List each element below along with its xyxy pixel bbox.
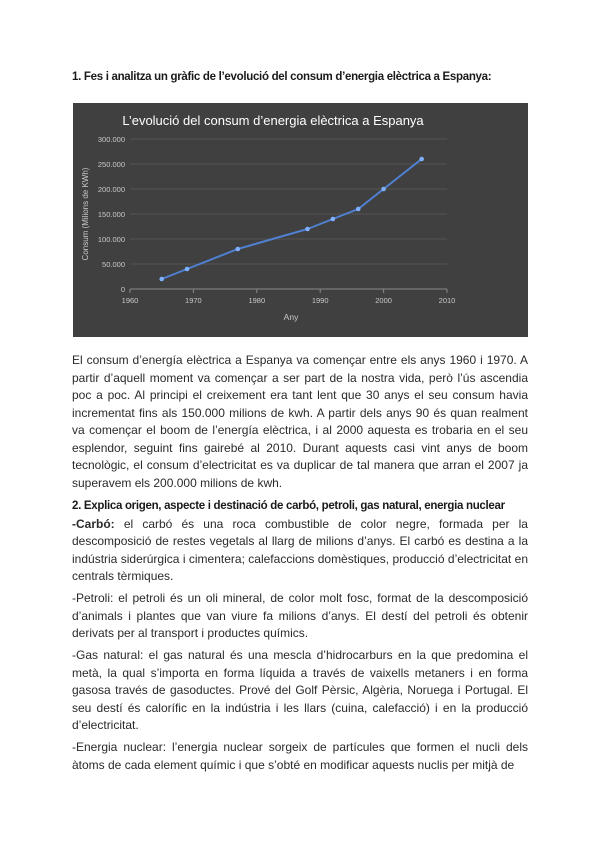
data-point (159, 277, 164, 282)
item-gas-natural (72, 647, 528, 735)
y-tick-label: 200.000 (97, 185, 125, 194)
x-tick-label: 1960 (121, 296, 139, 305)
data-point (356, 207, 361, 212)
data-point (235, 247, 240, 252)
item-text: el petroli és un oli mineral, de color molt fosc, format de la descomposició d’animals i plantes que van viure fa milions d’anys. El destí del petroli és obtenir derivats per al transport i productes químics. (72, 591, 528, 640)
item-term: -Energia nuclear: (72, 740, 167, 754)
y-axis-label: Consum (Milions de KWh) (81, 167, 90, 261)
item-term: -Gas natural: (72, 648, 144, 662)
chart-title: L’evolució del consum d’energia elèctrica a Espanya (122, 113, 424, 128)
question-1-answer: El consum d’energía elèctrica a Espanya va començar entre els anys 1960 i 1970. A partir d’aquell moment va començar a ser part de la nostra vida, però l’ús ascendia poc a poc. Al principi el creixement era tant lent que 30 anys el seu consum havia incrementat fins als 150.000 milions de kwh. A partir dels anys 90 és quan realment va començar el boom de l’energía elèctrica, i al 2000 aquesta es trobaria en el seu esplendor, seguint fins gairebé al 2010. Durant aquests casi vint anys de boom tecnològic, el consum d’electricitat es va duplicar de tal manera que arran el 2007 ja superavem els 200.000 milions de kwh. (72, 353, 528, 490)
data-point (185, 267, 190, 272)
item-text: el gas natural és una mescla d’hidrocarburs en la que predomina el metà, la qual s’importa en forma líquida a través de vaixells metaners i en forma gasosa través de gasoductes. Prové del Golf Pèrsic, Algèria, Noruega i Portugal. El seu destí és calorífic en la indústria i les llars (cuina, calefacció) i en la producció d’electricitat. (72, 648, 528, 732)
item-term: -Petroli: (72, 591, 114, 605)
y-tick-label: 50.000 (102, 260, 125, 269)
data-point (305, 227, 310, 232)
y-tick-label: 100.000 (97, 235, 125, 244)
x-tick-label: 2000 (375, 296, 392, 305)
question-2-heading: 2. Explica origen, aspecte i destinació de carbó, petroli, gas natural, energia nuclear (72, 500, 505, 512)
item-petroli (72, 590, 528, 643)
x-axis-label: Any (283, 312, 299, 322)
y-tick-label: 250.000 (97, 160, 125, 169)
item-energia-nuclear (72, 739, 528, 774)
y-tick-label: 150.000 (97, 210, 125, 219)
chart-background (73, 103, 528, 337)
question-1-heading: 1. Fes i analitza un gràfic de l’evolució del consum d’energia elèctrica a Espanya: (72, 71, 492, 83)
data-point (381, 187, 386, 192)
x-tick-label: 1970 (185, 296, 202, 305)
energy-consumption-chart (73, 103, 528, 337)
x-tick-label: 1980 (248, 296, 266, 305)
y-tick-label: 300.000 (97, 135, 125, 144)
x-tick-label: 2010 (438, 296, 456, 305)
data-point (419, 157, 424, 162)
x-tick-label: 1990 (311, 296, 329, 305)
data-point (331, 217, 336, 222)
item-carbo (72, 516, 528, 586)
y-tick-label: 0 (120, 285, 125, 294)
item-term: -Carbó: (72, 516, 115, 531)
item-text: l’energia nuclear sorgeix de partícules que formen el nucli dels àtoms de cada element químic i que s’obté en modificar aquests nuclis per mitjà de (72, 740, 528, 772)
item-text: el carbó és una roca combustible de color negre, formada per la descomposició de restes vegetals al llarg de milions d’anys. El carbó es destina a la indústria siderúrgica i cimentera; calefaccions domèstiques, producció d’electricitat en centrals tèrmiques. (72, 516, 528, 583)
document-page (72, 69, 528, 774)
